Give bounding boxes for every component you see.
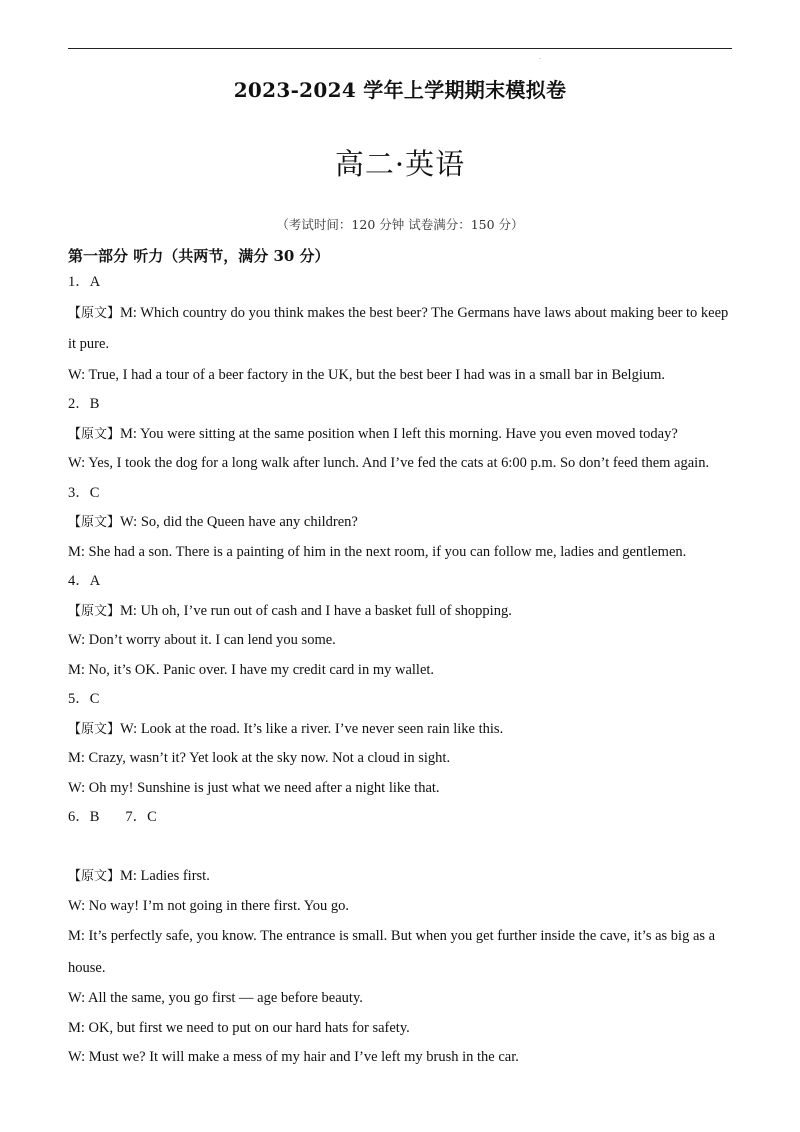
- answer-line: 3．C: [68, 484, 100, 501]
- answer-line: [68, 803, 732, 833]
- transcript-line: M: It’s perfectly safe, you know. The entrance is small. But when you get further inside the cave, it’s as big as a house.: [68, 928, 716, 976]
- transcript-line: [68, 715, 732, 745]
- transcript-text: W: So, did the Queen have any children?: [120, 514, 358, 530]
- transcript-text: M: Which country do you think makes the best beer? The Germans have laws about making beer to keep it pure.: [68, 304, 729, 352]
- transcript-line: M: OK, but first we need to put on our hard hats for safety.: [68, 1019, 410, 1036]
- transcript-line: W: Yes, I took the dog for a long walk after lunch. And I’ve fed the cats at 6:00 p.m. So don’t feed them again.: [68, 455, 710, 471]
- answer-line: 5．C: [68, 691, 100, 707]
- transcript-line: W: Oh my! Sunshine is just what we need after a night like that.: [68, 779, 440, 796]
- section-heading: 第一部分 听力（共两节，满分 30 分）: [68, 247, 330, 265]
- original-text-tag: 【原文】: [68, 426, 121, 442]
- transcript-line: [68, 597, 732, 627]
- exam-info: （考试时间：120 分钟 试卷满分：150 分）: [276, 217, 524, 232]
- transcript-line: W: All the same, you go first — age before beauty.: [68, 990, 363, 1006]
- original-text-tag: 【原文】: [68, 869, 121, 884]
- transcript-line: W: Don’t worry about it. I can lend you some.: [68, 632, 336, 648]
- answer-line: 2．B: [68, 396, 100, 412]
- transcript-line: [68, 862, 732, 892]
- original-text-tag: 【原文】: [68, 603, 121, 619]
- original-text-tag: 【原文】: [68, 721, 121, 737]
- transcript-line: [68, 420, 732, 450]
- transcript-text: M: You were sitting at the same position when I left this morning. Have you even moved today?: [120, 425, 678, 442]
- subject-title: 高二·英语: [334, 147, 466, 181]
- top-rule: [68, 48, 732, 49]
- blank-spacer: [68, 833, 732, 863]
- answer-line: 4．A: [68, 573, 101, 589]
- transcript-text: M: Uh oh, I’ve run out of cash and I have a basket full of shopping.: [120, 602, 512, 619]
- transcript-line: [68, 508, 732, 538]
- original-text-tag: 【原文】: [68, 515, 121, 530]
- header-mark: ·: [539, 56, 541, 63]
- transcript-line: W: True, I had a tour of a beer factory in the UK, but the best beer I had was in a small bar in Belgium.: [68, 366, 666, 383]
- transcript-body: [68, 268, 732, 1073]
- answer-7: 7．C: [125, 809, 157, 825]
- transcript-line: W: No way! I’m not going in there first. You go.: [68, 897, 349, 914]
- original-text-tag: 【原文】: [68, 305, 121, 321]
- transcript-line: W: Must we? It will make a mess of my hair and I’ve left my brush in the car.: [68, 1049, 519, 1065]
- transcript-line: [68, 298, 732, 361]
- answer-6: 6．B: [68, 809, 100, 825]
- answer-line: 1．A: [68, 274, 101, 290]
- exam-title: 2023-2024 学年上学期期末模拟卷: [233, 78, 567, 102]
- transcript-line: M: She had a son. There is a painting of him in the next room, if you can follow me, ladies and gentlemen.: [68, 543, 687, 560]
- transcript-text: M: Ladies first.: [120, 868, 210, 884]
- transcript-line: M: No, it’s OK. Panic over. I have my credit card in my wallet.: [68, 661, 435, 678]
- transcript-text: W: Look at the road. It’s like a river. I’ve never seen rain like this.: [120, 720, 504, 737]
- transcript-line: M: Crazy, wasn’t it? Yet look at the sky now. Not a cloud in sight.: [68, 750, 451, 766]
